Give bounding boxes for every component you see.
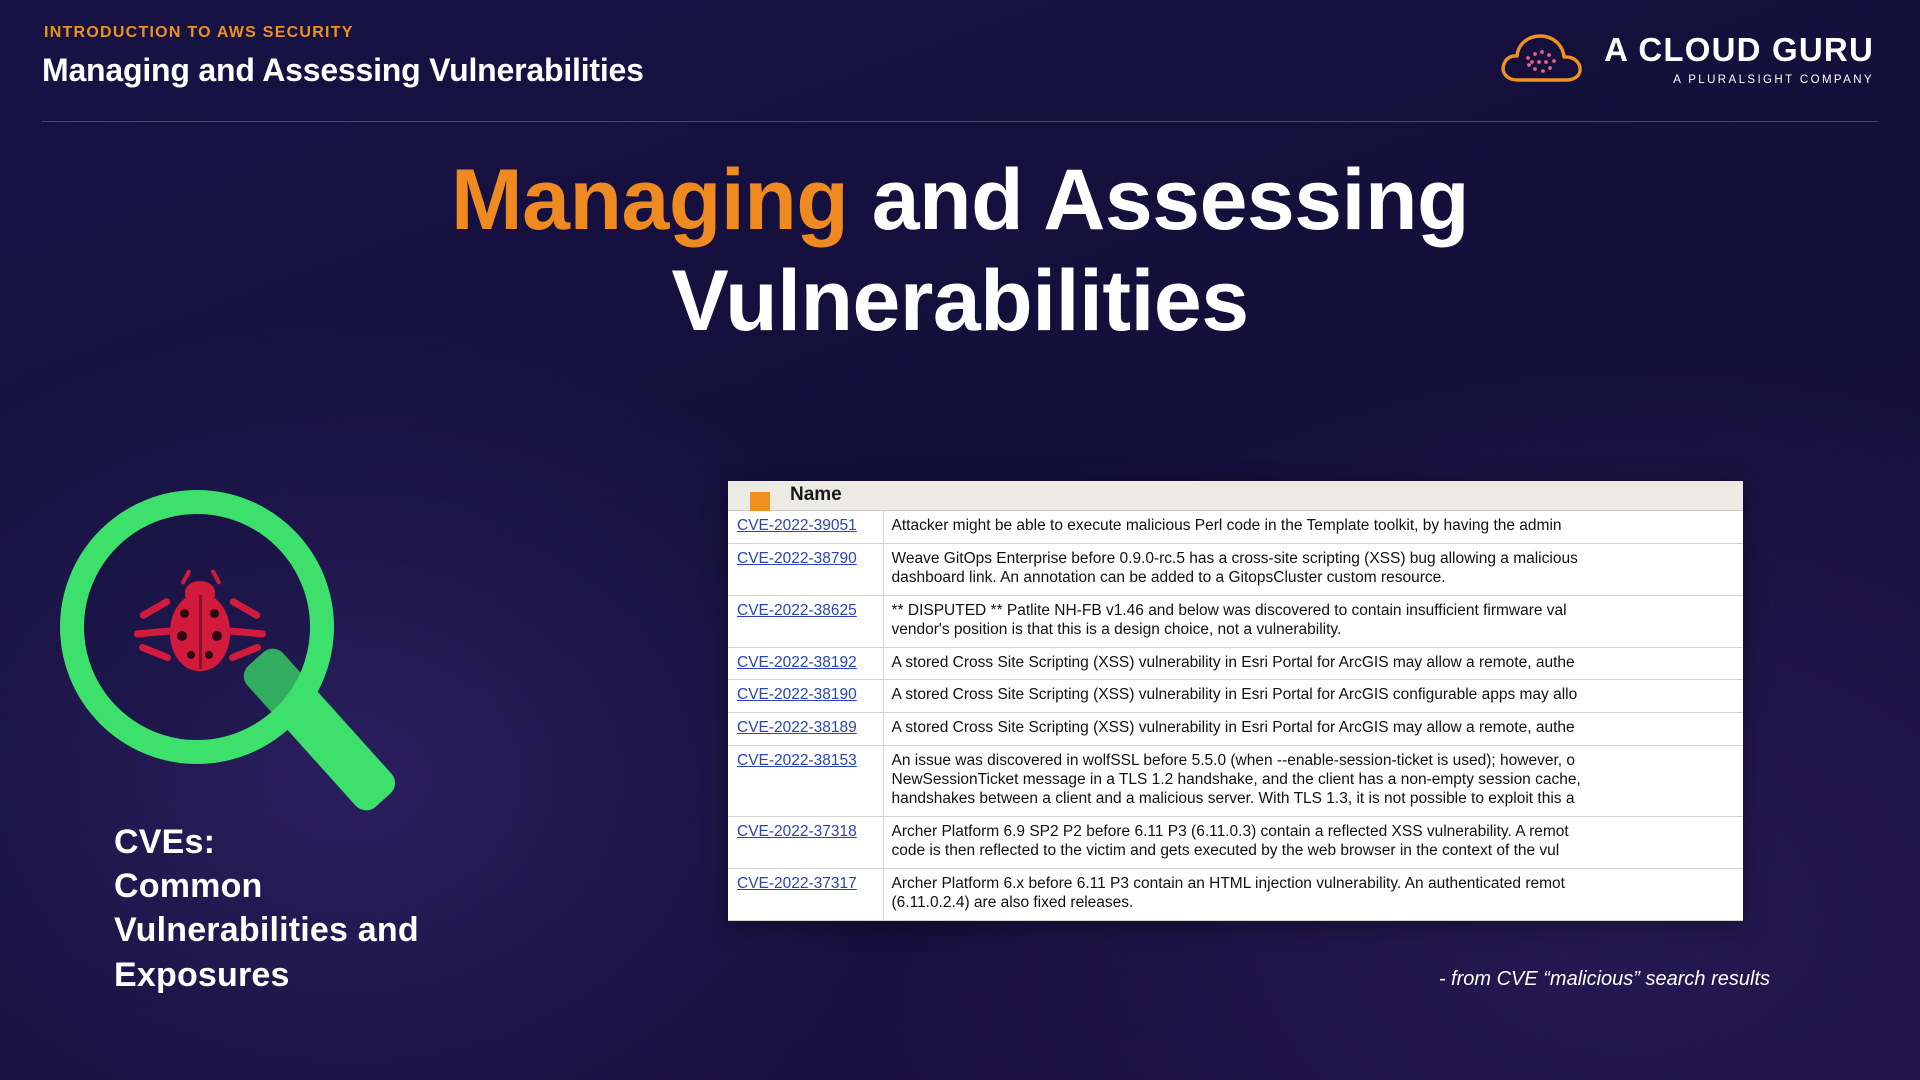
cve-description-line: handshakes between a client and a malicious server. With TLS 1.3, it is not possible to exploit this a (891, 790, 1575, 808)
cve-caption (114, 820, 419, 997)
cve-id-link[interactable]: CVE-2022-38625 (737, 601, 857, 619)
cve-description-cell (883, 543, 1743, 595)
cve-caption-line-2: Common (114, 867, 263, 906)
cve-id-link[interactable]: CVE-2022-39051 (737, 517, 857, 534)
course-title: Managing and Assessing Vulnerabilities (42, 52, 644, 88)
table-sort-marker-icon (750, 492, 770, 511)
table-row (728, 647, 1743, 680)
brand-tagline: A PLURALSIGHT COMPANY (1673, 73, 1874, 86)
cve-id-link[interactable]: CVE-2022-37318 (737, 822, 857, 840)
table-row (728, 713, 1743, 746)
cve-description-line: ** DISPUTED ** Patlite NH-FB v1.46 and below was discovered to contain insufficient firmware val (891, 601, 1567, 619)
cve-description-cell (883, 816, 1743, 868)
course-kicker: INTRODUCTION TO AWS SECURITY (44, 24, 354, 41)
cve-id-cell (728, 595, 883, 647)
cve-description-line: Archer Platform 6.x before 6.11 P3 contain an HTML injection vulnerability. An authenticated remot (891, 874, 1565, 892)
table-row (728, 543, 1743, 595)
cve-description-line: A stored Cross Site Scripting (XSS) vulnerability in Esri Portal for ArcGIS may allow a remote, authe (891, 719, 1575, 737)
cve-description-line: NewSessionTicket message in a TLS 1.2 handshake, and the client has a non-empty session cache, (891, 771, 1581, 789)
cve-description-cell (883, 595, 1743, 647)
cve-description-cell (883, 680, 1743, 713)
cve-id-cell (728, 647, 883, 680)
cve-table-body (728, 511, 1743, 920)
cve-id-cell (728, 816, 883, 868)
brand-logo (1498, 28, 1874, 90)
cve-id-link[interactable]: CVE-2022-38190 (737, 686, 857, 704)
cve-description-cell (883, 868, 1743, 920)
column-header-name: Name (790, 484, 842, 505)
cve-id-cell (728, 511, 883, 543)
title-line-2: Vulnerabilities (671, 252, 1249, 349)
cve-description-line: Archer Platform 6.9 SP2 P2 before 6.11 P3 (6.11.0.3) contain a reflected XSS vulnerability. A remot (891, 822, 1569, 840)
cve-table-screenshot (728, 481, 1743, 921)
cloud-guru-cloud-icon (1498, 28, 1586, 90)
slide-main-title (0, 150, 1920, 351)
cve-description-cell (883, 746, 1743, 817)
cve-description-line: Weave GitOps Enterprise before 0.9.0-rc.5 has a cross-site scripting (XSS) bug allowing a malicious (891, 549, 1578, 567)
cve-description-line: A stored Cross Site Scripting (XSS) vulnerability in Esri Portal for ArcGIS configurable apps may allo (891, 686, 1578, 704)
source-attribution: - from CVE “malicious” search results (1438, 968, 1770, 990)
cve-table-header-bar (728, 481, 1743, 511)
cve-caption-line-1: CVEs: (114, 823, 216, 861)
cve-id-cell (728, 713, 883, 746)
title-line-1-rest: and Assessing (848, 152, 1470, 248)
table-row (728, 816, 1743, 868)
cve-caption-line-3: Vulnerabilities and (114, 911, 419, 950)
cve-description-cell (883, 647, 1743, 680)
bug-icon (144, 575, 256, 681)
cve-id-link[interactable]: CVE-2022-38189 (737, 719, 857, 737)
cve-id-link[interactable]: CVE-2022-37317 (737, 874, 857, 892)
table-row (728, 595, 1743, 647)
cve-id-cell (728, 868, 883, 920)
title-line-1 (0, 150, 1920, 251)
cve-description-cell (883, 713, 1743, 746)
cve-description-line: (6.11.0.2.4) are also fixed releases. (891, 893, 1134, 911)
cve-id-cell (728, 680, 883, 713)
cve-id-cell (728, 746, 883, 817)
header-divider (42, 121, 1878, 122)
cve-id-link[interactable]: CVE-2022-38153 (737, 752, 857, 770)
cve-id-link[interactable]: CVE-2022-38192 (737, 653, 857, 671)
cve-description-line: A stored Cross Site Scripting (XSS) vulnerability in Esri Portal for ArcGIS may allow a remote, authe (891, 653, 1575, 671)
table-row (728, 868, 1743, 920)
cve-caption-line-4: Exposures (114, 955, 290, 994)
table-row (728, 511, 1743, 543)
table-row (728, 746, 1743, 817)
cve-id-cell (728, 543, 883, 595)
cve-description-line: vendor's position is that this is a design choice, not a vulnerability. (891, 620, 1342, 638)
cve-id-link[interactable]: CVE-2022-38790 (737, 549, 857, 567)
cve-description-line: dashboard link. An annotation can be added to a GitopsCluster custom resource. (891, 568, 1446, 586)
slide-header (0, 0, 1920, 122)
cve-description-line: Attacker might be able to execute malicious Perl code in the Template toolkit, by having the admin (891, 517, 1562, 534)
brand-name: A CLOUD GURU (1604, 30, 1874, 68)
title-accent-word: Managing (450, 152, 849, 248)
cve-description-line: code is then reflected to the victim and gets executed by the web browser in the context of the vul (891, 841, 1560, 859)
cve-table (728, 511, 1743, 921)
brand-wordmark (1604, 30, 1874, 86)
cve-description-line: An issue was discovered in wolfSSL before 5.5.0 (when --enable-session-ticket is used); however, o (891, 752, 1575, 770)
table-row (728, 680, 1743, 713)
cve-description-cell (883, 511, 1743, 543)
